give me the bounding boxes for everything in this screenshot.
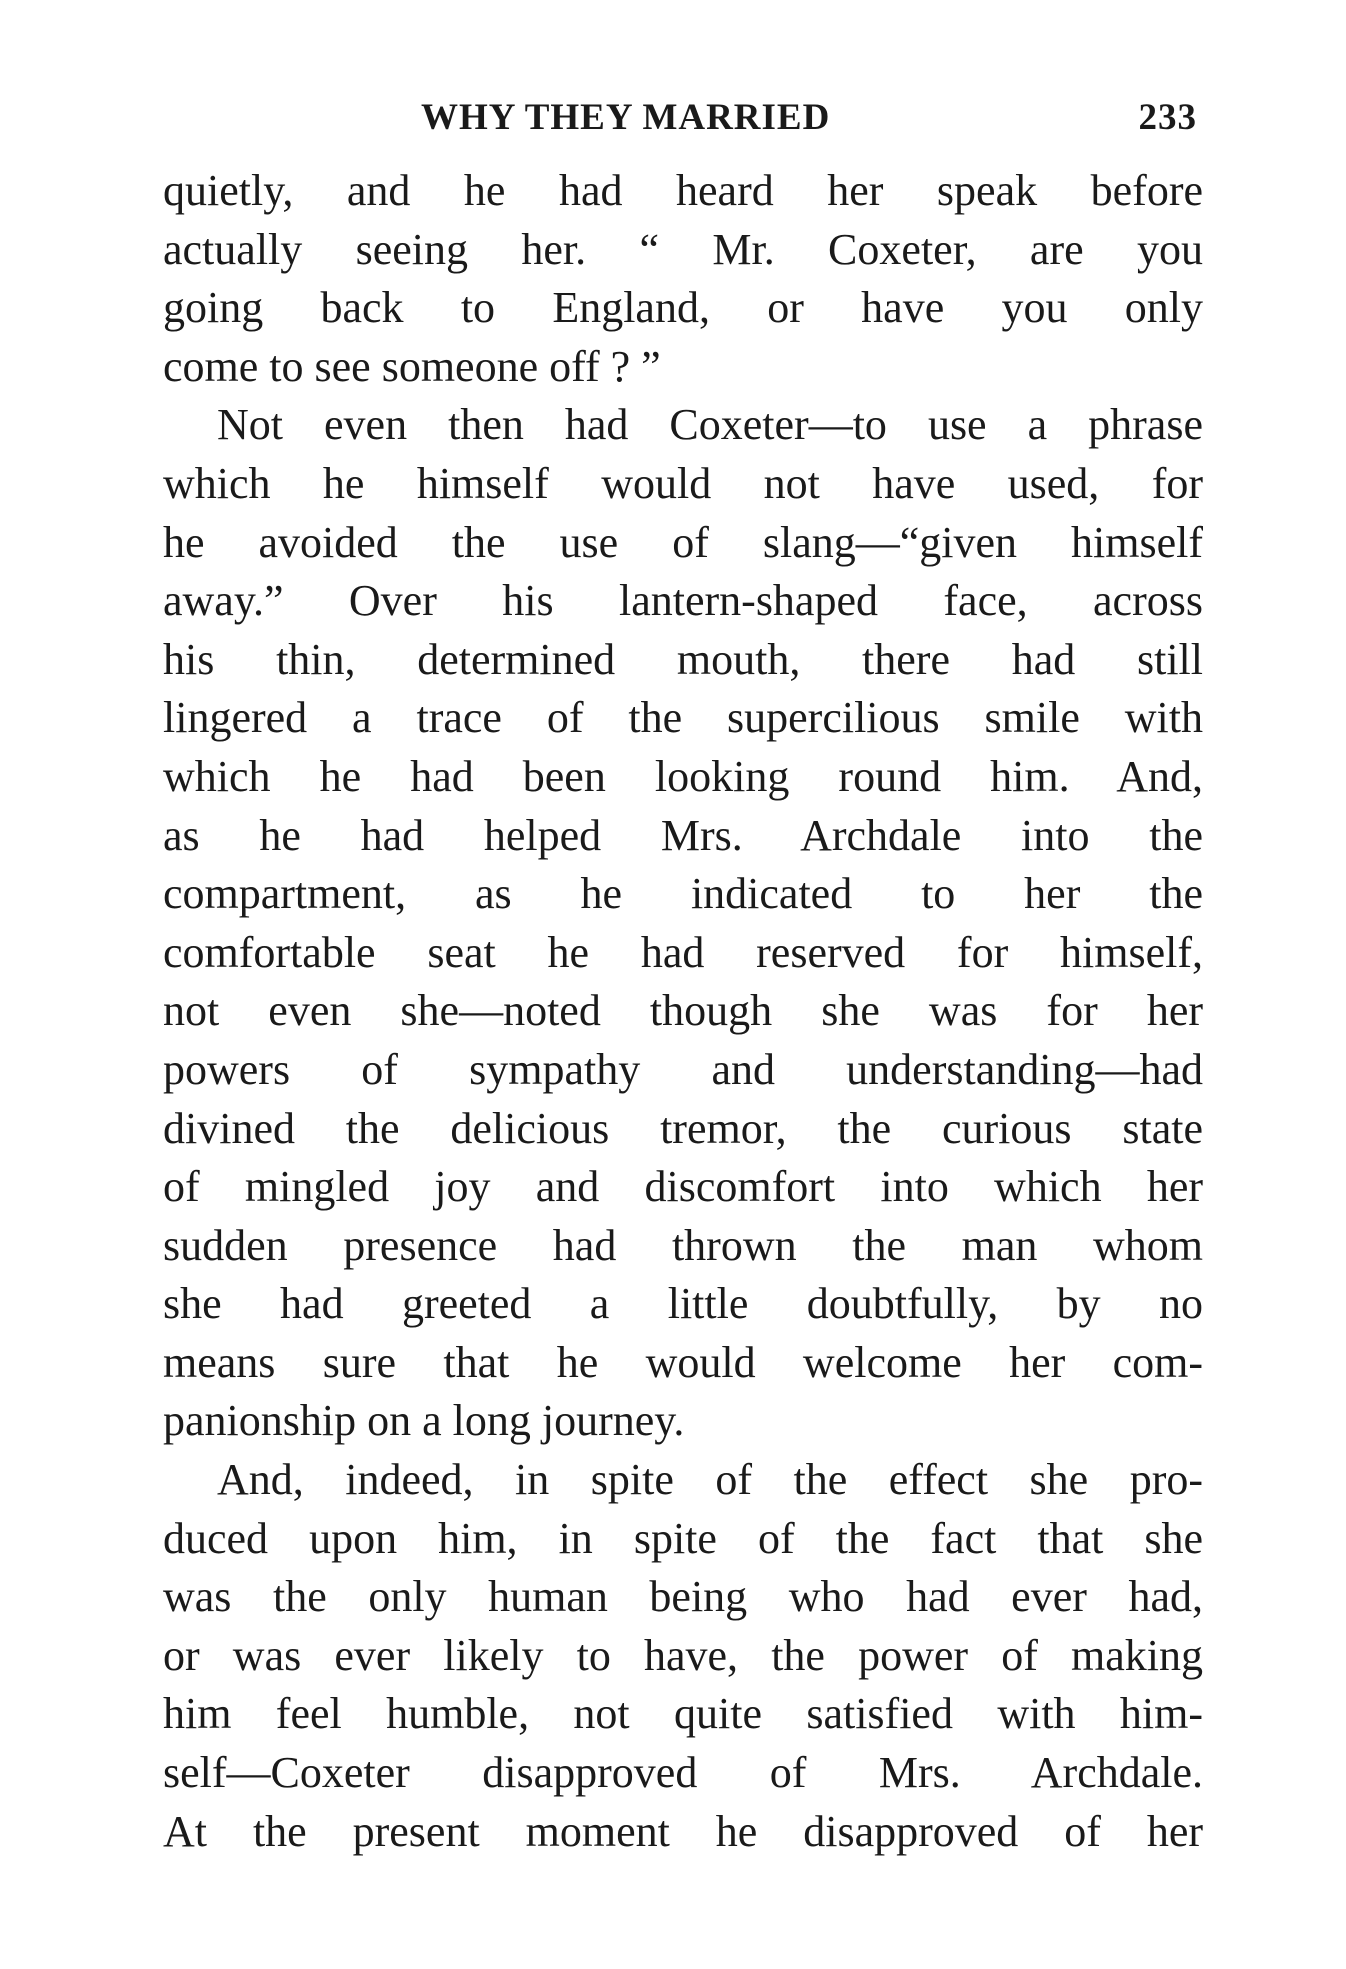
text-line: his thin, determined mouth, there had still [163,634,1203,684]
page-number: 233 [1138,97,1197,138]
text-line: At the present moment he disapproved of her [163,1806,1203,1856]
text-line: away.” Over his lantern-shaped face, across [163,576,1203,626]
text-line: which he had been looking round him. And, [163,751,1203,801]
text-line: going back to England, or have you only [163,283,1203,333]
text-line: or was ever likely to have, the power of making [163,1630,1203,1680]
text-line: she had greeted a little doubtfully, by no [163,1279,1203,1329]
text-line: lingered a trace of the supercilious smile with [163,693,1203,743]
text-line: panionship on a long journey. [163,1396,685,1446]
text-line: self—Coxeter disapproved of Mrs. Archdale. [163,1748,1203,1798]
body-text [163,162,1203,1861]
text-line: as he had helped Mrs. Archdale into the [163,810,1203,860]
text-line: actually seeing her. “ Mr. Coxeter, are you [163,224,1203,274]
text-line: means sure that he would welcome her com- [163,1337,1203,1387]
text-line: him feel humble, not quite satisfied with him- [163,1689,1203,1739]
text-line: quietly, and he had heard her speak before [163,166,1203,215]
text-line: Not even then had Coxeter—to use a phrase [217,400,1203,450]
text-line: sudden presence had thrown the man whom [163,1220,1203,1270]
text-line: duced upon him, in spite of the fact that she [163,1513,1203,1563]
text-line: was the only human being who had ever had, [163,1572,1203,1622]
running-title: WHY THEY MARRIED [421,97,831,138]
text-line: come to see someone off ? ” [163,341,661,391]
text-line: which he himself would not have used, for [163,458,1203,508]
text-line: compartment, as he indicated to her the [163,869,1203,919]
running-head [163,96,1203,146]
text-line: not even she—noted though she was for her [163,986,1203,1036]
text-line: And, indeed, in spite of the effect she pro- [217,1455,1203,1505]
text-line: of mingled joy and discomfort into which her [163,1162,1203,1212]
text-line: he avoided the use of slang—“given himself [163,517,1203,567]
text-line: divined the delicious tremor, the curious state [163,1103,1203,1153]
text-line: comfortable seat he had reserved for himself, [163,927,1203,977]
text-line: powers of sympathy and understanding—had [163,1044,1203,1094]
